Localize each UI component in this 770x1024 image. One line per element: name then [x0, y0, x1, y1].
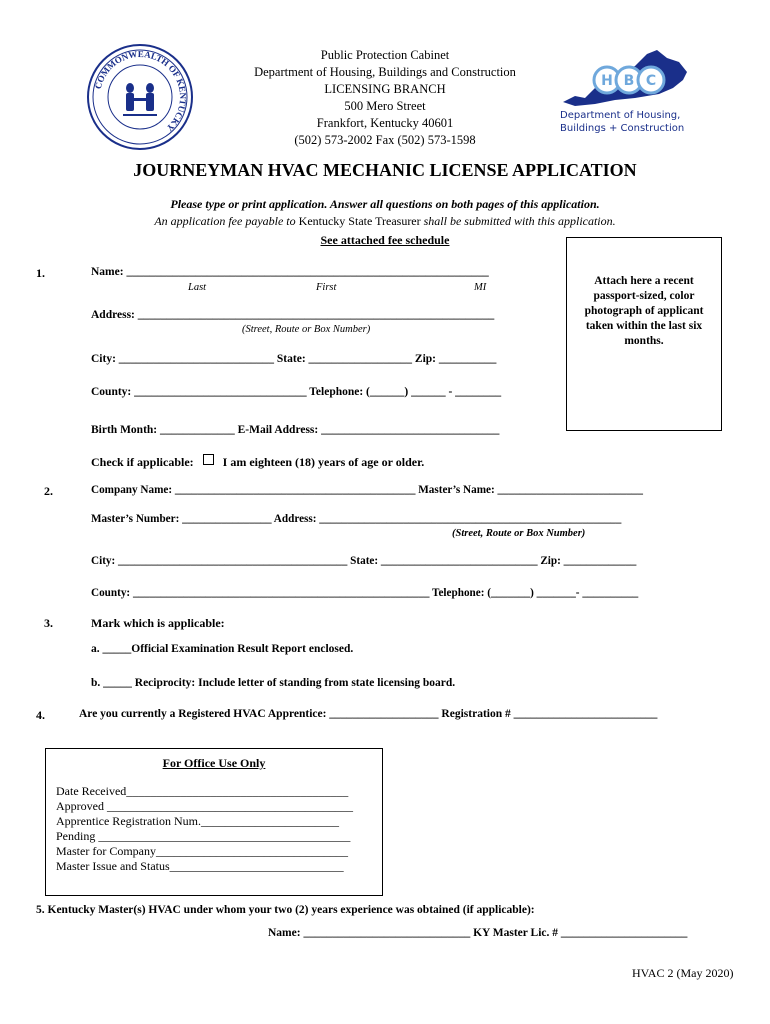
header-line-phone: (502) 573-2002 Fax (502) 573-1598: [294, 133, 476, 147]
photo-attachment-box[interactable]: [566, 237, 722, 431]
instruction-text-2a: An application fee payable to: [154, 214, 299, 228]
commonwealth-seal-icon: [85, 42, 195, 152]
instruction-line-1: [0, 197, 770, 212]
section-3-heading: Mark which is applicable:: [91, 616, 225, 630]
master-number-address-field[interactable]: Master’s Number: ________________ Address: ______________________________________________________: [91, 513, 622, 525]
county-telephone-field[interactable]: County: ______________________________ Telephone: (______) ______ - ________: [91, 386, 502, 398]
header-line-department: Department of Housing, Buildings and Construction: [254, 65, 516, 79]
office-use-title: For Office Use Only: [162, 756, 266, 770]
company-county-telephone-field[interactable]: County: _____________________________________________________ Telephone: (_______) _______- __________: [91, 587, 639, 599]
name-last-label: Last: [188, 282, 207, 293]
company-city-state-zip-field[interactable]: City: _________________________________________ State: ____________________________ Zip: _____________: [91, 555, 637, 567]
name-first-label: First: [316, 282, 337, 293]
office-master-for-company: Master for Company________________________________: [56, 844, 348, 858]
header-line-cabinet: Public Protection Cabinet: [320, 48, 450, 62]
birth-month-email-field[interactable]: Birth Month: _____________ E-Mail Address: _______________________________: [91, 424, 500, 436]
instruction-line-2: [0, 214, 770, 229]
office-use-box: [45, 748, 383, 896]
instruction-text-1: Please type or print application. Answer all questions on both pages of this application.: [170, 197, 600, 211]
address-field[interactable]: Address: ______________________________________________________________: [91, 309, 495, 321]
section-1-number: 1.: [36, 266, 45, 280]
option-b-reciprocity[interactable]: b. _____ Reciprocity: Include letter of standing from state licensing board.: [91, 677, 456, 689]
fee-schedule-link[interactable]: See attached fee schedule: [320, 233, 450, 247]
logo-letter-c: C: [645, 73, 657, 89]
apprentice-registration-field[interactable]: Are you currently a Registered HVAC Apprentice: ___________________ Registration # _________________________: [79, 708, 658, 720]
name-mi-label: MI: [474, 282, 487, 293]
instruction-text-2c: shall be submitted with this application.: [420, 214, 616, 228]
section-5-question: 5. Kentucky Master(s) HVAC under whom your two (2) years experience was obtained (if applicable):: [36, 904, 535, 916]
ky-master-name-license-field[interactable]: Name: _____________________________ KY Master Lic. # ______________________: [268, 927, 688, 939]
section-3-number: 3.: [44, 616, 53, 630]
office-apprentice-reg-num: Apprentice Registration Num._______________________: [56, 814, 339, 828]
option-a-exam-report[interactable]: a. _____Official Examination Result Report enclosed.: [91, 643, 354, 655]
seal-text: COMMONWEALTH OF KENTUCKY: [92, 48, 189, 134]
form-version-footer: HVAC 2 (May 2020): [632, 966, 734, 980]
header-line-city: Frankfort, Kentucky 40601: [316, 116, 454, 130]
age-check-row: [91, 454, 424, 470]
office-date-received: Date Received_____________________________________: [56, 784, 349, 798]
section-2-number: 2.: [44, 484, 53, 498]
photo-instructions: Attach here a recent passport-sized, color photograph of applicant taken within the last six months.: [584, 275, 704, 347]
age-checkbox[interactable]: [203, 454, 214, 465]
check-applicable-label: Check if applicable:: [91, 455, 194, 469]
logo-dept-line2: Buildings + Construction: [560, 123, 685, 134]
office-pending: Pending __________________________________________: [56, 829, 351, 843]
company-address-hint: (Street, Route or Box Number): [452, 528, 586, 539]
city-state-zip-field[interactable]: City: ___________________________ State: __________________ Zip: __________: [91, 353, 497, 365]
logo-letter-b: B: [623, 73, 635, 89]
office-approved: Approved _________________________________________: [56, 799, 353, 813]
company-master-name-field[interactable]: Company Name: ___________________________________________ Master’s Name: __________________________: [91, 484, 643, 496]
instruction-payee: Kentucky State Treasurer: [298, 214, 421, 228]
name-field[interactable]: Name: _______________________________________________________________: [91, 266, 489, 278]
header-address-block: [200, 47, 570, 149]
logo-department-name: [560, 109, 684, 135]
office-master-issue-status: Master Issue and Status_____________________________: [56, 859, 344, 873]
logo-letter-h: H: [601, 73, 613, 89]
logo-dept-line1: Department of Housing,: [560, 110, 681, 121]
address-hint: (Street, Route or Box Number): [242, 324, 371, 335]
header-line-branch: LICENSING BRANCH: [324, 82, 446, 96]
age-statement: I am eighteen (18) years of age or older.: [222, 455, 425, 469]
form-title: JOURNEYMAN HVAC MECHANIC LICENSE APPLICATION: [133, 160, 637, 180]
header-line-street: 500 Mero Street: [344, 99, 426, 113]
section-4-number: 4.: [36, 708, 45, 722]
